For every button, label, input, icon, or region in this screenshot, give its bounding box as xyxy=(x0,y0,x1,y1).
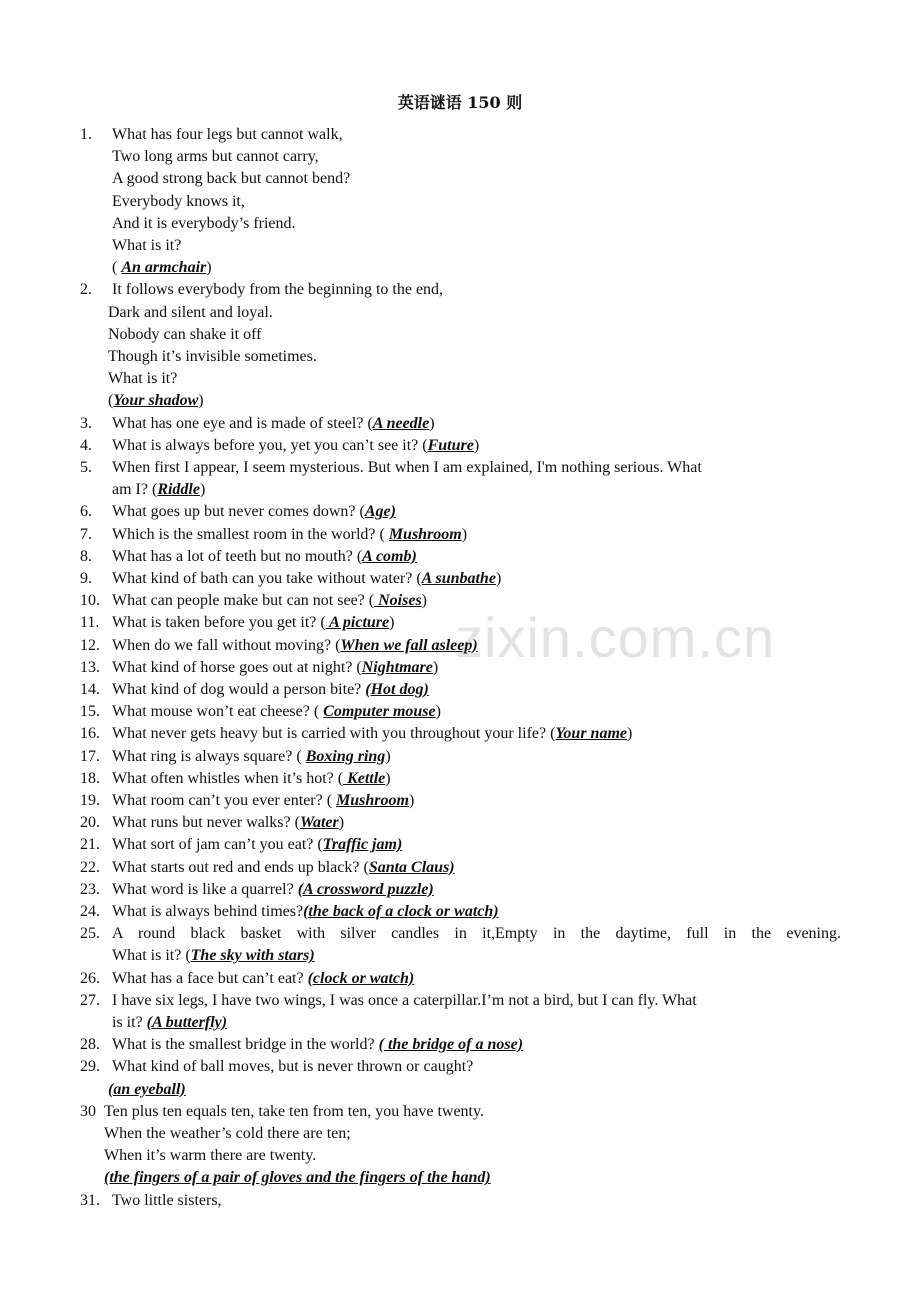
closing-paren: ) xyxy=(461,525,468,543)
closing-paren: ) xyxy=(385,769,391,787)
riddle-line: Ten plus ten equals ten, take ten from ten, you have twenty. xyxy=(104,1102,484,1120)
riddle-number: 10. xyxy=(80,592,100,610)
closing-paren: ) xyxy=(429,414,435,432)
riddle-number: 4. xyxy=(80,436,92,454)
riddle-line: Two long arms but cannot carry, xyxy=(112,148,319,166)
riddle-number: 1. xyxy=(80,126,92,143)
riddle-line: A round black basket with silver candles in it,Empty in the daytime, full in the evening. xyxy=(112,925,841,943)
riddle-answer: A comb) xyxy=(362,547,417,565)
riddle-line: When do we fall without moving? (When we fall asleep) xyxy=(112,636,478,654)
riddle-answer: Computer mouse xyxy=(323,703,436,721)
riddle-answer: Noises xyxy=(374,592,422,610)
riddle-line: What has a face but can’t eat? (clock or watch) xyxy=(112,969,415,987)
riddle-line: What runs but never walks? (Water) xyxy=(112,814,345,832)
closing-paren: ) xyxy=(385,747,391,765)
riddle-number: 22. xyxy=(80,858,100,876)
riddle-answer: A sunbathe xyxy=(421,570,496,587)
riddle-number: 6. xyxy=(80,503,92,521)
riddle-number: 12. xyxy=(80,636,100,654)
riddle-answer: A needle xyxy=(372,414,430,432)
riddle-answer: Mushroom xyxy=(388,525,462,543)
riddle-line: What room can’t you ever enter? ( Mushroom) xyxy=(112,792,415,809)
closing-paren: ) xyxy=(435,703,441,721)
riddle-line: What ring is always square? ( Boxing ring) xyxy=(112,747,391,765)
riddle-number: 30 xyxy=(80,1102,96,1120)
riddle-answer: Boxing ring xyxy=(305,747,386,765)
riddle-number: 19. xyxy=(80,792,100,809)
riddle-line: What often whistles when it’s hot? ( Kettle) xyxy=(112,769,391,787)
riddle-line: Nobody can shake it off xyxy=(108,325,262,343)
riddle-line: What kind of ball moves, but is never thrown or caught? xyxy=(112,1058,474,1076)
riddle-number: 13. xyxy=(80,658,100,676)
riddle-line: When it’s warm there are twenty. xyxy=(104,1147,317,1165)
riddle-line: A good strong back but cannot bend? xyxy=(112,170,351,188)
riddle-number: 27. xyxy=(80,991,100,1009)
riddle-answer: An armchair xyxy=(121,259,207,277)
riddle-line: It follows everybody from the beginning to the end, xyxy=(112,281,444,299)
riddle-line: What goes up but never comes down? (Age) xyxy=(112,503,396,521)
closing-paren: ) xyxy=(432,658,439,676)
riddle-line: When the weather’s cold there are ten; xyxy=(104,1125,351,1142)
riddle-number: 15. xyxy=(80,703,100,721)
riddle-line: I have six legs, I have two wings, I was once a caterpillar.I’m not a bird, but I can fly. What xyxy=(112,991,697,1009)
riddle-answer: (the back of a clock or watch) xyxy=(303,903,499,920)
riddle-line: Though it’s invisible sometimes. xyxy=(108,348,317,365)
riddle-line: What is always before you, yet you can’t see it? (Future) xyxy=(112,436,480,454)
closing-paren: ) xyxy=(408,792,415,809)
riddle-answer: Water xyxy=(299,814,339,832)
riddle-answer: (A crossword puzzle) xyxy=(297,880,434,898)
riddle-number: 26. xyxy=(80,969,100,987)
riddle-number: 14. xyxy=(80,681,100,698)
riddle-answer: A picture xyxy=(325,614,390,632)
riddle-answer: Your name xyxy=(555,725,627,743)
riddle-number: 3. xyxy=(80,414,92,432)
document-title: 英语谜语 150 则 xyxy=(397,93,523,112)
riddle-number: 24. xyxy=(80,903,100,920)
riddle-line: When first I appear, I seem mysterious. But when I am explained, I'm nothing serious. What xyxy=(112,459,702,476)
riddle-line: Which is the smallest room in the world? ( Mushroom) xyxy=(112,525,468,543)
riddle-answer: (A butterfly) xyxy=(146,1014,228,1031)
riddle-number: 31. xyxy=(80,1191,100,1209)
riddle-number: 11. xyxy=(80,614,100,632)
riddle-line: What has one eye and is made of steel? (A needle) xyxy=(112,414,435,432)
riddle-line: What is it? xyxy=(112,237,182,254)
riddle-answer: Kettle xyxy=(343,769,386,787)
opening-paren: ( xyxy=(108,392,114,410)
riddle-answer: The sky with stars) xyxy=(190,947,315,965)
riddle-line: What kind of bath can you take without water? (A sunbathe) xyxy=(112,570,502,587)
riddle-number: 5. xyxy=(80,459,92,476)
riddle-line: What mouse won’t eat cheese? ( Computer mouse) xyxy=(112,703,441,721)
closing-paren: ) xyxy=(421,592,427,610)
closing-paren: ) xyxy=(389,614,395,632)
riddle-line: What can people make but can not see? ( Noises) xyxy=(112,592,427,610)
closing-paren: ) xyxy=(338,814,345,832)
riddle-answer: Future xyxy=(427,436,474,454)
riddle-line: is it? (A butterfly) xyxy=(112,1014,228,1031)
riddle-line: What is taken before you get it? ( A picture) xyxy=(112,614,395,632)
riddle-line: What is the smallest bridge in the world? ( the bridge of a nose) xyxy=(112,1036,524,1054)
riddle-answer-line xyxy=(108,391,204,411)
riddle-number: 21. xyxy=(80,836,100,854)
riddle-number: 23. xyxy=(80,880,100,898)
riddle-line: What is it? (The sky with stars) xyxy=(112,947,315,965)
riddle-answer: (clock or watch) xyxy=(307,969,415,987)
riddle-answer: When we fall asleep) xyxy=(340,636,478,654)
riddle-answer-line xyxy=(112,258,212,278)
watermark: zixin.com.cn xyxy=(455,606,776,669)
riddle-answer: Your shadow xyxy=(113,392,199,410)
riddle-line: What starts out red and ends up black? (Santa Claus) xyxy=(112,858,455,876)
riddle-number: 18. xyxy=(80,769,100,787)
closing-paren: ) xyxy=(627,725,633,743)
riddle-answer-line xyxy=(104,1168,491,1188)
riddle-line: am I? (Riddle) xyxy=(112,481,206,499)
riddle-answer: Riddle xyxy=(157,481,200,499)
riddle-line: And it is everybody’s friend. xyxy=(112,214,296,232)
riddle-number: 8. xyxy=(80,547,92,565)
riddle-answer: Traffic jam) xyxy=(322,836,403,854)
riddle-line: What is always behind times?(the back of a clock or watch) xyxy=(112,903,499,920)
riddle-number: 7. xyxy=(80,525,92,543)
riddle-number: 20. xyxy=(80,814,100,832)
closing-paren: ) xyxy=(199,481,206,499)
riddle-number: 2. xyxy=(80,281,92,299)
riddle-answer: ( the bridge of a nose) xyxy=(378,1036,524,1054)
riddle-line: Everybody knows it, xyxy=(112,192,245,210)
riddle-answer-line xyxy=(108,1080,186,1100)
riddle-line: What sort of jam can’t you eat? (Traffic jam) xyxy=(112,836,403,854)
riddle-line: What kind of horse goes out at night? (Nightmare) xyxy=(112,658,439,676)
riddle-number: 25. xyxy=(80,925,100,943)
riddle-line: Two little sisters, xyxy=(112,1191,222,1209)
riddle-number: 9. xyxy=(80,570,92,587)
riddle-line: What word is like a quarrel? (A crossword puzzle) xyxy=(112,880,434,898)
riddle-line: What has four legs but cannot walk, xyxy=(112,126,343,143)
closing-paren: ) xyxy=(206,259,212,277)
riddle-line: What is it? xyxy=(108,370,178,388)
riddle-number: 17. xyxy=(80,747,100,765)
riddle-answer: Nightmare xyxy=(361,658,433,676)
riddle-answer: (Hot dog) xyxy=(365,681,429,698)
riddle-number: 29. xyxy=(80,1058,100,1076)
riddle-line: What has a lot of teeth but no mouth? (A comb) xyxy=(112,547,417,565)
riddle-number: 16. xyxy=(80,725,100,743)
riddle-line: What never gets heavy but is carried with you throughout your life? (Your name) xyxy=(112,725,633,743)
riddle-answer: (the fingers of a pair of gloves and the fingers of the hand) xyxy=(104,1169,491,1187)
opening-paren: ( xyxy=(112,259,122,277)
riddle-line: Dark and silent and loyal. xyxy=(108,303,273,321)
riddle-answer: Mushroom xyxy=(336,792,409,809)
closing-paren: ) xyxy=(495,570,502,587)
closing-paren: ) xyxy=(473,436,480,454)
riddle-line: What kind of dog would a person bite? (Hot dog) xyxy=(112,681,429,698)
riddle-answer: Age) xyxy=(364,503,396,521)
riddle-answer: (an eyeball) xyxy=(108,1080,186,1098)
closing-paren: ) xyxy=(198,392,204,410)
riddle-number: 28. xyxy=(80,1036,100,1054)
riddle-answer: Santa Claus) xyxy=(368,858,455,876)
